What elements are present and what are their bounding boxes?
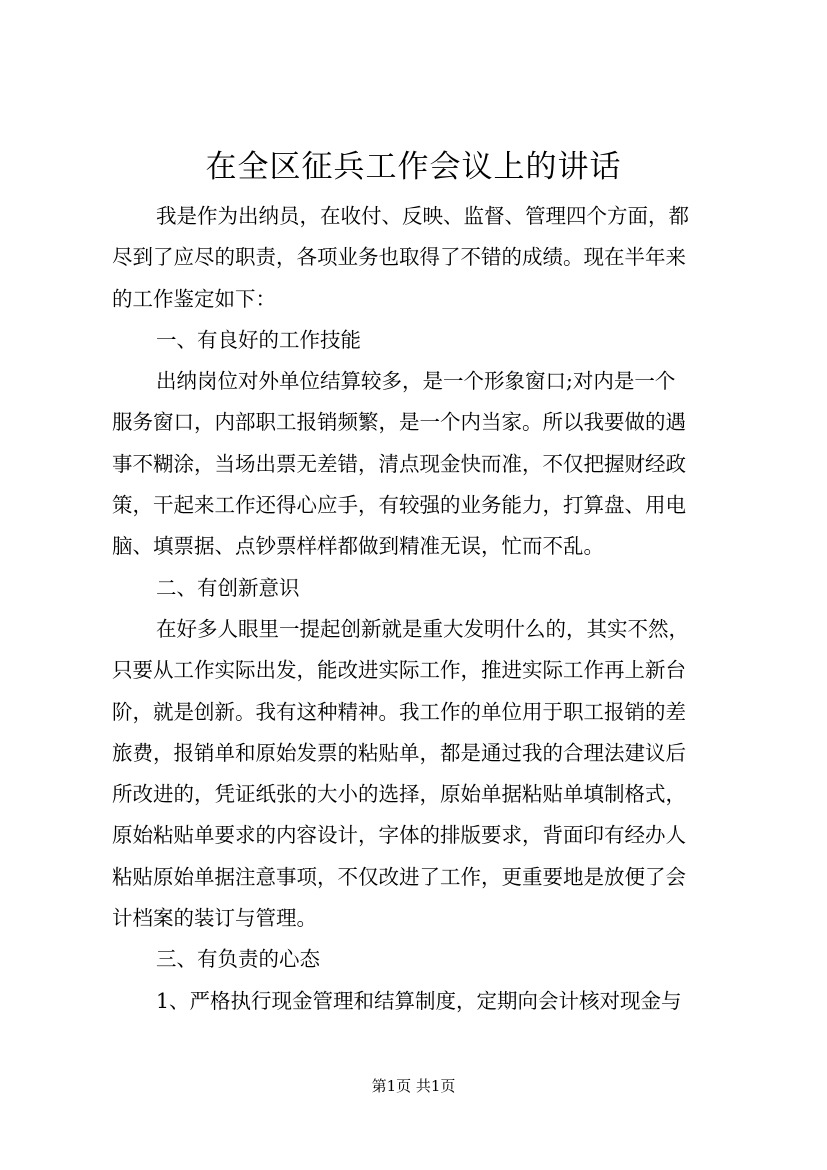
text-line: 的工作鉴定如下： bbox=[112, 286, 276, 311]
text-line: 服务窗口，内部职工报销频繁，是一个内当家。所以我要做的遇 bbox=[112, 410, 686, 435]
text-line: 只要从工作实际出发，能改进实际工作，推进实际工作再上新台 bbox=[112, 658, 686, 683]
text-line: 我是作为出纳员，在收付、反映、监督、管理四个方面，都 bbox=[156, 204, 689, 228]
page-footer: 第1页 共1页 bbox=[371, 1077, 456, 1095]
text-line: 脑、填票据、点钞票样样都做到精准无误，忙而不乱。 bbox=[112, 534, 604, 559]
text-line: 一、有良好的工作技能 bbox=[156, 327, 361, 352]
text-line: 事不糊涂，当场出票无差错，清点现金快而准，不仅把握财经政 bbox=[112, 451, 686, 476]
text-line: 原始粘贴单要求的内容设计，字体的排版要求，背面印有经办人 bbox=[112, 823, 686, 848]
text-line: 所改进的，凭证纸张的大小的选择，原始单据粘贴单填制格式， bbox=[112, 782, 686, 807]
text-line: 尽到了应尽的职责，各项业务也取得了不错的成绩。现在半年来 bbox=[112, 245, 686, 270]
text-line: 三、有负责的心态 bbox=[156, 947, 320, 972]
text-line: 出纳岗位对外单位结算较多，是一个形象窗口;对内是一个 bbox=[156, 369, 676, 394]
text-line: 计档案的装订与管理。 bbox=[112, 906, 317, 931]
text-line: 1、严格执行现金管理和结算制度，定期向会计核对现金与 bbox=[156, 988, 682, 1013]
text-line: 在好多人眼里一提起创新就是重大发明什么的，其实不然， bbox=[156, 616, 689, 641]
text-line: 粘贴原始单据注意事项，不仅改进了工作，更重要地是放便了会 bbox=[112, 864, 686, 889]
page-title: 在全区征兵工作会议上的讲话 bbox=[205, 149, 622, 185]
text-line: 二、有创新意识 bbox=[156, 575, 300, 600]
document-body bbox=[112, 196, 738, 1022]
text-line: 旅费，报销单和原始发票的粘贴单，都是通过我的合理法建议后 bbox=[112, 740, 686, 765]
text-line: 阶，就是创新。我有这种精神。我工作的单位用于职工报销的差 bbox=[112, 699, 686, 724]
text-line: 策，干起来工作还得心应手，有较强的业务能力，打算盘、用电 bbox=[112, 493, 686, 518]
